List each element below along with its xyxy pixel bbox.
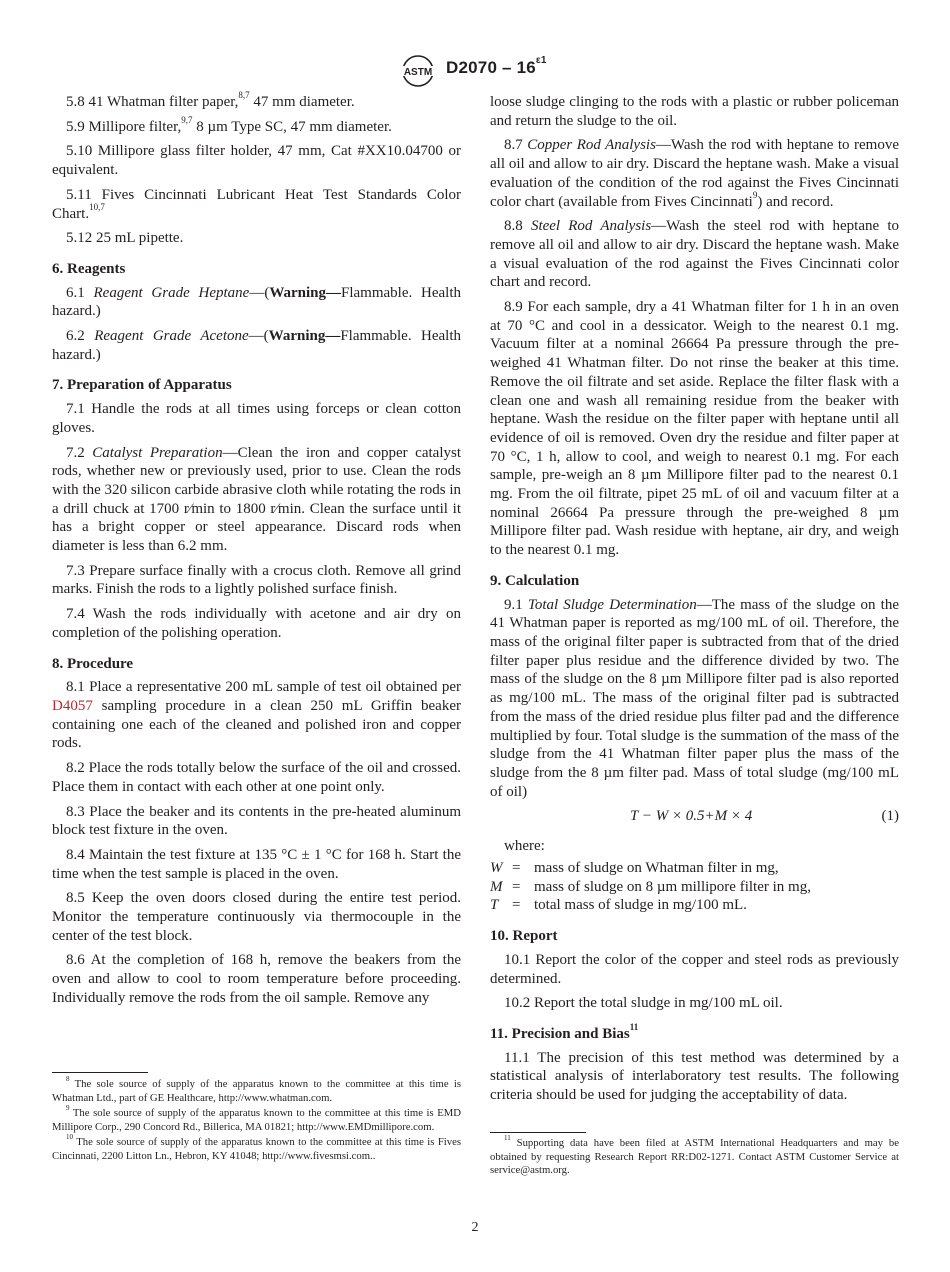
astm-logo — [398, 54, 438, 88]
footnotes-left — [52, 1075, 461, 1165]
paragraph-11-1: 11.1 The precision of this test method was determined by a statistical analysis of interlaboratory test results. The following criteria should be used for judging the acceptability of data. — [490, 1049, 899, 1104]
footnote-rule-left — [52, 1072, 148, 1073]
heading-reagents: 6. Reagents — [52, 260, 126, 277]
equation-number: (1) — [881, 808, 899, 825]
definition-w: W = mass of sludge on Whatman filter in mg, — [490, 860, 779, 877]
heading-report: 10. Report — [490, 928, 558, 945]
heading-precision-and-bias: 11. Precision and Bias$^{11}$ — [490, 1021, 639, 1042]
paragraph-5-12: 5.12 25 mL pipette. — [66, 230, 184, 247]
paragraph-10-2: 10.2 Report the total sludge in mg/100 mL oil. — [504, 995, 783, 1012]
paragraph-7-3: 7.3 Prepare surface finally with a crocus cloth. Remove all grind marks. Finish the rods to a lightly polished surface finish. — [52, 562, 461, 598]
page-header — [0, 52, 950, 92]
paragraph-8-5: 8.5 Keep the oven doors closed during the entire test period. Monitor the temperature continuously via thermocouple in the center of the test block. — [52, 890, 461, 944]
definition-t: T = total mass of sludge in mg/100 mL. — [490, 897, 747, 914]
equation-1 — [490, 807, 899, 829]
paragraph-8-1: 8.1 Place a representative 200 mL sample of test oil obtained per D4057 sampling procedure in a clean 250 mL Griffin beaker containing one each of the cleaned and polished iron and copper rods. — [52, 679, 461, 752]
page-number: 2 — [471, 1220, 479, 1235]
paragraph-8-7: 8.7 Copper Rod Analysis—Wash the rod with heptane to remove all oil and allow to air dry. Discard the heptane wash. Make a visual evaluation of the condition of the rod against the Fives Cincinnati color chart (available from Fives Cincinnati$^9$) and record. — [490, 137, 900, 210]
designation-text: D2070 – 16 — [446, 58, 536, 77]
paragraph-5-9: 5.9 Millipore filter,$^{9,7}$ 8 µm Type SC, 47 mm diameter. — [66, 114, 392, 135]
right-column — [490, 93, 899, 1111]
heading-procedure: 8. Procedure — [52, 655, 134, 672]
paragraph-8-3: 8.3 Place the beaker and its contents in the pre-heated aluminum block test fixture in the oven. — [52, 803, 461, 839]
footnote-10: $^{10}$ The sole source of supply of the apparatus known to the committee at this time is Fives Cincinnati, 2200 Litton Ln., Hebron, KY 41048; http://www.fivesmsi.com.. — [52, 1133, 461, 1162]
footnote-9: $^9$ The sole source of supply of the apparatus known to the committee at this time is EMD Millipore Corp., 290 Concord Rd., Billerica, MA 01821; http://www.EMDmillipore.com. — [52, 1104, 461, 1133]
paragraph-8-4: 8.4 Maintain the test fixture at 135 °C ± 1 °C for 168 h. Start the time when the test sample is placed in the oven. — [52, 846, 461, 882]
footnote-rule-right — [490, 1132, 586, 1133]
footnotes-right — [490, 1134, 899, 1180]
d4057-link[interactable]: D4057 — [52, 697, 93, 714]
variable-definitions — [490, 859, 899, 915]
paragraph-5-8: 5.8 41 Whatman filter paper,$^{8,7}$ 47 mm diameter. — [66, 90, 355, 110]
paragraph-6-1: 6.1 Reagent Grade Heptane—(Warning—Flammable. Health hazard.) — [52, 284, 461, 320]
heading-calculation: 9. Calculation — [490, 572, 580, 589]
paragraph-8-8: 8.8 Steel Rod Analysis—Wash the steel rod with heptane to remove all oil and allow to air dry. Discard the heptane wash. Make a visual evaluation of the rod against the Fives Cincinnati color chart and record. — [490, 218, 899, 291]
paragraph-9-1: 9.1 Total Sludge Determination—The mass of the sludge on the 41 Whatman paper is reported as mg/100 mL of oil. Therefore, the mass of the original filter paper is subtracted from that of the dried filter paper plus residue and the difference divided by two. The mass of the sludge on the 8 µm Millipore filter pad is also reported as mg/100 mL. The mass of the original filter pad is subtracted from the mass of the dried residue plus filter pad and the difference multiplied by four. Total sludge is the summation of the mass of the sludge from the 41 Whatman filter paper plus the mass of the sludge from the 8 µm filter pad. Mass of total sludge (mg/100 mL of oil) — [490, 596, 899, 800]
heading-preparation-of-apparatus: 7. Preparation of Apparatus — [52, 377, 232, 394]
paragraph-5-10: 5.10 Millipore glass filter holder, 47 mm, Cat #XX10.04700 or equivalent. — [52, 143, 461, 179]
footnote-11: $^{11}$ Supporting data have been filed at ASTM International Headquarters and may be obtained by requesting Research Report RR:D02-1271. Contact ASTM Customer Service at service@astm.org. — [490, 1134, 899, 1176]
paragraph-6-2: 6.2 Reagent Grade Acetone—(Warning—Flammable. Health hazard.) — [52, 328, 462, 363]
equation-expression: T − W × 0.5+M × 4 — [630, 808, 753, 825]
astm-logo-text: ASTM — [403, 67, 433, 78]
paragraph-7-1: 7.1 Handle the rods at all times using forceps or clean cotton gloves. — [52, 401, 461, 436]
paragraph-8-2: 8.2 Place the rods totally below the surface of the oil and crossed. Place them in contact with each other at one point only. — [52, 760, 461, 795]
paragraph-8-6-continued: loose sludge clinging to the rods with a plastic or rubber policeman and return the sludge to the oil. — [490, 94, 899, 129]
definition-m: M = mass of sludge on 8 µm millipore filter in mg, — [490, 878, 811, 895]
left-column — [52, 90, 462, 1014]
where-label: where: — [504, 838, 545, 855]
footnote-8: $^8$ The sole source of supply of the apparatus known to the committee at this time is Whatman Ltd., part of GE Healthcare, http://www.whatman.com. — [52, 1075, 461, 1104]
paragraph-8-6: 8.6 At the completion of 168 h, remove the beakers from the oven and allow to cool to room temperature before proceeding. Individually remove the rods from the oil sample. Remove any — [52, 952, 461, 1006]
designation-superscript: ε1 — [535, 55, 547, 67]
paragraph-8-9: 8.9 For each sample, dry a 41 Whatman filter for 1 h in an oven at 70 °C and cool in a dessicator. Weigh to the nearest 0.1 mg. Vacuum filter at a nominal 26664 Pa pressure through the pre-weighed 41 Whatman filter. Do not rinse the beaker at this time. Remove the oil filtrate and set aside. Replace the filter flask with a clean one and wash all remaining residue from the beaker with heptane. Wash the residue on the filter paper with heptane until all evidence of oil is removed. Oven dry the residue and filter paper at 70 °C, 1 h, allow to cool, and weigh to nearest 0.1 mg. For each sample, pre-weigh an 8 µm Millipore filter pad to the nearest 0.1 mg. From the oil filtrate, pipet 25 mL of oil and vacuum filter at a nominal 26664 Pa pressure through the pre-weighed 8 µm Millipore filter pad. Wash residue with heptane, air dry, and weigh to the nearest 0.1 mg. — [490, 299, 899, 559]
paragraph-10-1: 10.1 Report the color of the copper and steel rods as previously determined. — [490, 951, 899, 987]
paragraph-7-2: 7.2 Catalyst Preparation—Clean the iron and copper catalyst rods, whether new or previously used, prior to use. Clean the rods with the 320 silicon carbide abrasive cloth while rotating the rods in a drill chuck at 1700 r⁄min to 1800 r⁄min. Clean the surface until it has a bright copper or steel appearance. Discard rods when diameter is less than 6.2 mm. — [52, 444, 461, 555]
paragraph-5-11: 5.11 Fives Cincinnati Lubricant Heat Test Standards Color Chart.$^{10,7}$ — [52, 186, 461, 222]
paragraph-7-4: 7.4 Wash the rods individually with acetone and air dry on completion of the polishing operation. — [52, 606, 461, 641]
standard-designation — [446, 55, 547, 78]
